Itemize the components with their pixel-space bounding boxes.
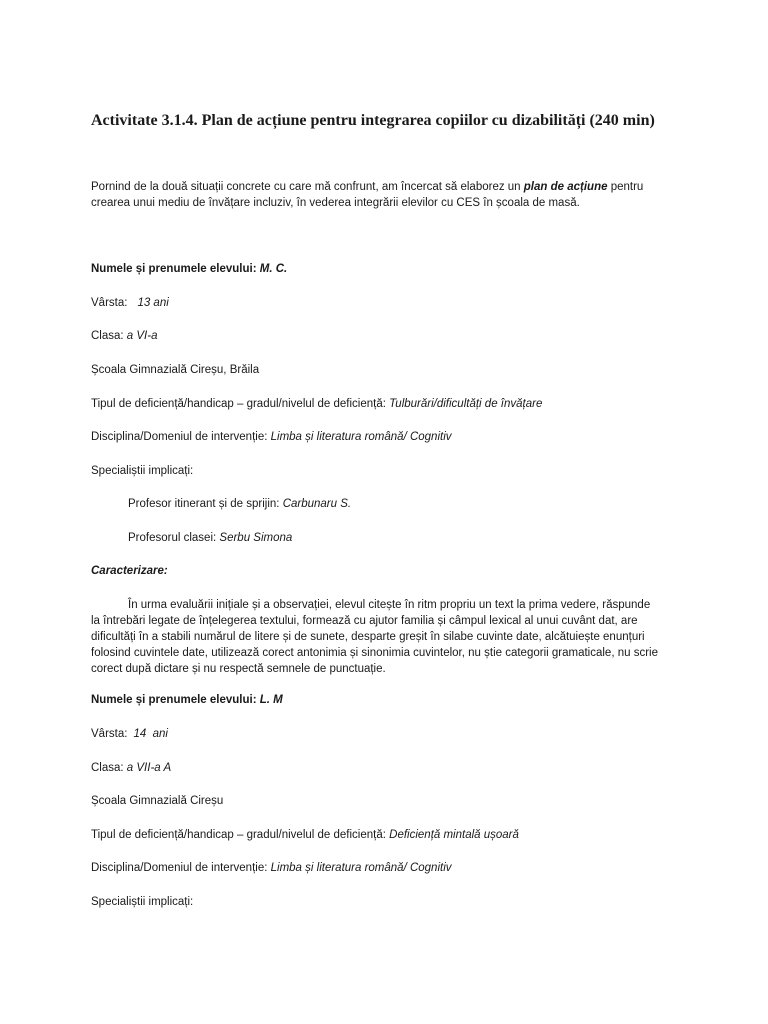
student1-class-teacher-line <box>128 530 292 546</box>
student1-class-teacher-value: Serbu Simona <box>219 532 293 544</box>
student1-discipline-label: Disciplina/Domeniul de intervenție: <box>91 431 271 443</box>
student1-itinerant-value: Carbunaru S. <box>282 498 352 510</box>
intro-text-end: pentru crearea unui mediu de învățare incluziv, în vederea integrării elevilor cu CES în școala de masă. <box>91 181 644 209</box>
intro-paragraph <box>91 179 659 211</box>
student1-name-line <box>91 261 287 277</box>
student2-discipline-line <box>91 860 452 876</box>
document-title: Activitate 3.1.4. Plan de acțiune pentru integrarea copiilor cu dizabilități (240 min) <box>91 112 655 129</box>
student2-class-label: Clasa: <box>91 762 127 774</box>
student2-discipline-label: Disciplina/Domeniul de intervenție: <box>91 862 271 874</box>
student1-characterization-text: În urma evaluării inițiale și a observației, elevul citește în ritm propriu un text la prima vedere, răspunde la întrebări legate de înțelegerea textului, formează cu ajutor familia și câmpul lexical al unui cuvânt dat, are dificultăți în a stabili numărul de litere și de sunete, desparte greșit în silabe cuvinte date, alcătuiește enunțuri folosind cuvintele date, utilizează corect antonimia și sinonimia cuvintelor, nu știe categorii gramaticale, nu scrie corect după dictare și nu respectă semnele de punctuație. <box>91 599 658 675</box>
student1-class-teacher-label: Profesorul clasei: <box>128 532 220 544</box>
student1-characterization-paragraph <box>91 597 659 677</box>
student2-deficiency-line <box>91 827 519 843</box>
student1-itinerant-label: Profesor itinerant și de sprijin: <box>128 498 283 510</box>
student2-name-label: Numele și prenumele elevului: <box>91 694 260 706</box>
student2-name-value: L. M <box>259 694 283 706</box>
student1-name-label: Numele și prenumele elevului: <box>91 263 260 275</box>
student1-school: Școala Gimnazială Cireșu, Brăila <box>91 364 260 376</box>
student2-deficiency-value: Deficiență mintală ușoară <box>389 829 519 841</box>
student2-class-line <box>91 760 171 776</box>
student2-school: Școala Gimnazială Cireșu <box>91 795 224 807</box>
student2-specialists-label: Specialiștii implicați: <box>91 896 194 908</box>
student1-name-value: M. C. <box>259 263 288 275</box>
student2-name-line <box>91 692 283 708</box>
student1-class-value: a VI-a <box>126 330 158 342</box>
student2-class-value: a VII-a A <box>126 762 172 774</box>
student1-age-line <box>91 295 169 311</box>
student1-age-label: Vârsta: <box>91 297 128 309</box>
student1-itinerant-line <box>128 496 351 512</box>
student1-deficiency-label: Tipul de deficiență/handicap – gradul/nivelul de deficiență: <box>91 398 390 410</box>
student2-deficiency-label: Tipul de deficiență/handicap – gradul/nivelul de deficiență: <box>91 829 390 841</box>
student2-age-label: Vârsta: <box>91 728 128 740</box>
student1-discipline-line <box>91 429 452 445</box>
student1-age-value: 13 ani <box>137 297 169 309</box>
student2-age-line <box>91 726 168 742</box>
student1-discipline-value: Limba și literatura română/ Cognitiv <box>270 431 452 443</box>
student1-class-label: Clasa: <box>91 330 127 342</box>
intro-text-start: Pornind de la două situații concrete cu care mă confrunt, am încercat să elaborez un <box>91 181 524 193</box>
student1-characterization-label: Caracterizare: <box>91 565 168 577</box>
intro-emphasis: plan de acțiune <box>523 181 608 193</box>
student1-class-line <box>91 328 157 344</box>
student1-deficiency-line <box>91 396 542 412</box>
student1-specialists-label: Specialiștii implicați: <box>91 465 194 477</box>
student2-discipline-value: Limba și literatura română/ Cognitiv <box>270 862 452 874</box>
student2-age-value: 14 ani <box>133 728 168 740</box>
student1-deficiency-value: Tulburări/dificultăți de învățare <box>389 398 543 410</box>
